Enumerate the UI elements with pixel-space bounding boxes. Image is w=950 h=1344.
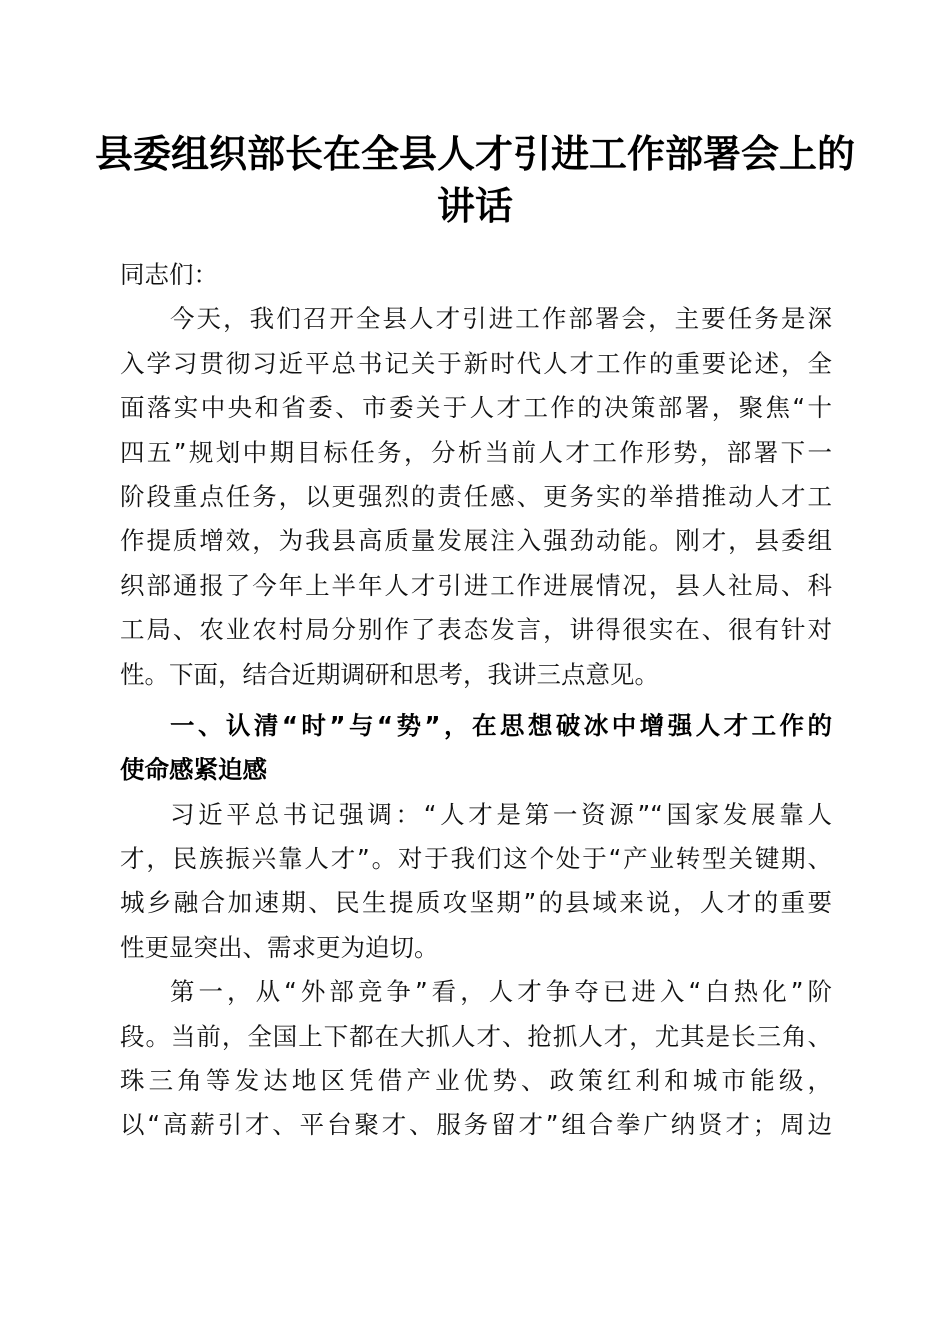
paragraph-line: 才，民族振兴靠人才”。对于我们这个处于“产业转型关键期、 <box>120 844 832 874</box>
section-heading-1 <box>120 704 832 793</box>
paragraph-line: 习近平总书记强调：“人才是第一资源”“国家发展靠人 <box>170 799 832 829</box>
title-line-2: 讲话 <box>436 183 513 228</box>
title-line-1: 县委组织部长在全县人才引进工作部署会上的 <box>95 131 856 176</box>
paragraph-line: 织部通报了今年上半年人才引进工作进展情况，县人社局、科 <box>120 570 832 600</box>
paragraph-line: 今天，我们召开全县人才引进工作部署会，主要任务是深 <box>170 304 832 334</box>
salutation: 同志们： <box>120 260 218 289</box>
paragraph-line: 作提质增效，为我县高质量发展注入强劲动能。刚才，县委组 <box>120 526 832 556</box>
paragraph-line: 阶段重点任务，以更强烈的责任感、更务实的举措推动人才工 <box>120 481 832 511</box>
paragraph-line: 珠三角等发达地区凭借产业优势、政策红利和城市能级， <box>120 1066 832 1096</box>
paragraph-line: 以“高薪引才、平台聚才、服务留才”组合拳广纳贤才；周边 <box>120 1110 832 1140</box>
paragraph-quote <box>120 793 832 971</box>
paragraph-line: 性更显突出、需求更为迫切。 <box>120 932 439 962</box>
paragraph-line: 段。当前，全国上下都在大抓人才、抢抓人才，尤其是长三角、 <box>120 1021 832 1051</box>
paragraph-intro <box>120 297 832 697</box>
paragraph-first-point <box>120 970 832 1148</box>
paragraph-line: 面落实中央和省委、市委关于人才工作的决策部署，聚焦“十 <box>120 393 832 423</box>
paragraph-line: 城乡融合加速期、民生提质攻坚期”的县域来说，人才的重要 <box>120 888 832 918</box>
document-title <box>95 128 855 232</box>
section-heading-line: 使命感紧迫感 <box>120 755 267 785</box>
paragraph-line: 入学习贯彻习近平总书记关于新时代人才工作的重要论述，全 <box>120 348 832 378</box>
paragraph-line: 四五”规划中期目标任务，分析当前人才工作形势，部署下一 <box>120 437 832 467</box>
paragraph-line: 性。下面，结合近期调研和思考，我讲三点意见。 <box>120 659 659 689</box>
document-body <box>120 253 832 1148</box>
section-heading-line: 一、认清“时”与“势”，在思想破冰中增强人才工作的 <box>170 710 832 740</box>
paragraph-line: 工局、农业农村局分别作了表态发言，讲得很实在、很有针对 <box>120 615 832 645</box>
paragraph-line: 第一，从“外部竞争”看，人才争夺已进入“白热化”阶 <box>170 977 832 1007</box>
